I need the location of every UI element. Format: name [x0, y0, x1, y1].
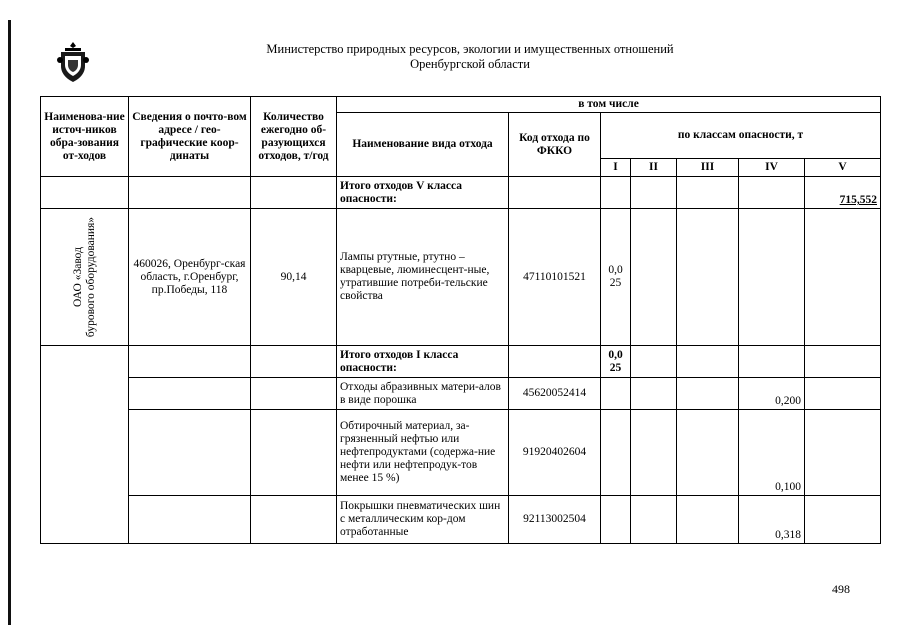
enterprise-source-cell	[41, 209, 129, 346]
header-waste-name: Наименование вида отхода	[337, 113, 509, 177]
header-amount: Количество ежегодно об-разующихся отходов, т/год	[251, 97, 337, 177]
enterprise-waste: Лампы ртутные, ртутно – кварцевые, люминесцент-ные, утратившие потреби-тельские свойства	[337, 209, 509, 346]
total-i-label: Итого отходов I класса опасности:	[337, 346, 509, 378]
total-v-value: 715,552	[805, 177, 881, 209]
table-row-tires	[41, 496, 881, 544]
header-source: Наименова-ние источ-ников обра-зования от-ходов	[41, 97, 129, 177]
enterprise-address: 460026, Оренбург-ская область, г.Оренбург, пр.Победы, 118	[129, 209, 251, 346]
ministry-header	[180, 42, 760, 72]
header-including: в том числе	[337, 97, 881, 113]
header-class-v: V	[805, 159, 881, 177]
header-class-iv: IV	[739, 159, 805, 177]
rag-waste: Обтирочный материал, за-грязненный нефтью или нефтепродуктами (содержа-ние нефти или нефтепродук-тов менее 15 %)	[337, 410, 509, 496]
header-class-iii: III	[677, 159, 739, 177]
tires-class-iv: 0,318	[739, 496, 805, 544]
table-row-abrasive	[41, 378, 881, 410]
table-row-enterprise	[41, 209, 881, 346]
table-row-total-v	[41, 177, 881, 209]
tires-code: 92113002504	[509, 496, 601, 544]
rag-class-iv: 0,100	[739, 410, 805, 496]
enterprise-class-i: 0,0 25	[601, 209, 631, 346]
rag-code: 91920402604	[509, 410, 601, 496]
abrasive-waste: Отходы абразивных матери-алов в виде порошка	[337, 378, 509, 410]
page-edge-bar	[8, 20, 11, 625]
page-number: 498	[832, 582, 850, 596]
enterprise-code: 47110101521	[509, 209, 601, 346]
tires-waste: Покрышки пневматических шин с металлическим кор-дом отработанные	[337, 496, 509, 544]
table-row-rag	[41, 410, 881, 496]
abrasive-class-iv: 0,200	[739, 378, 805, 410]
header-class-i: I	[601, 159, 631, 177]
table-row-total-i	[41, 346, 881, 378]
header-fkko-code: Код отхода по ФККО	[509, 113, 601, 177]
header-hazard-classes: по классам опасности, т	[601, 113, 881, 159]
header-class-ii: II	[631, 159, 677, 177]
total-v-label: Итого отходов V класса опасности:	[337, 177, 509, 209]
enterprise-amount: 90,14	[251, 209, 337, 346]
header-address: Сведения о почто-вом адресе / гео-графические коор-динаты	[129, 97, 251, 177]
abrasive-code: 45620052414	[509, 378, 601, 410]
enterprise-source: ОАО «Завод бурового оборудования»	[71, 216, 97, 338]
waste-table	[40, 96, 881, 544]
coat-of-arms-icon	[56, 40, 90, 84]
ministry-line-1: Министерство природных ресурсов, экологии и имущественных отношений	[266, 42, 674, 56]
total-i-class-i: 0,0 25	[601, 346, 631, 378]
ministry-line-2: Оренбургской области	[410, 57, 530, 71]
